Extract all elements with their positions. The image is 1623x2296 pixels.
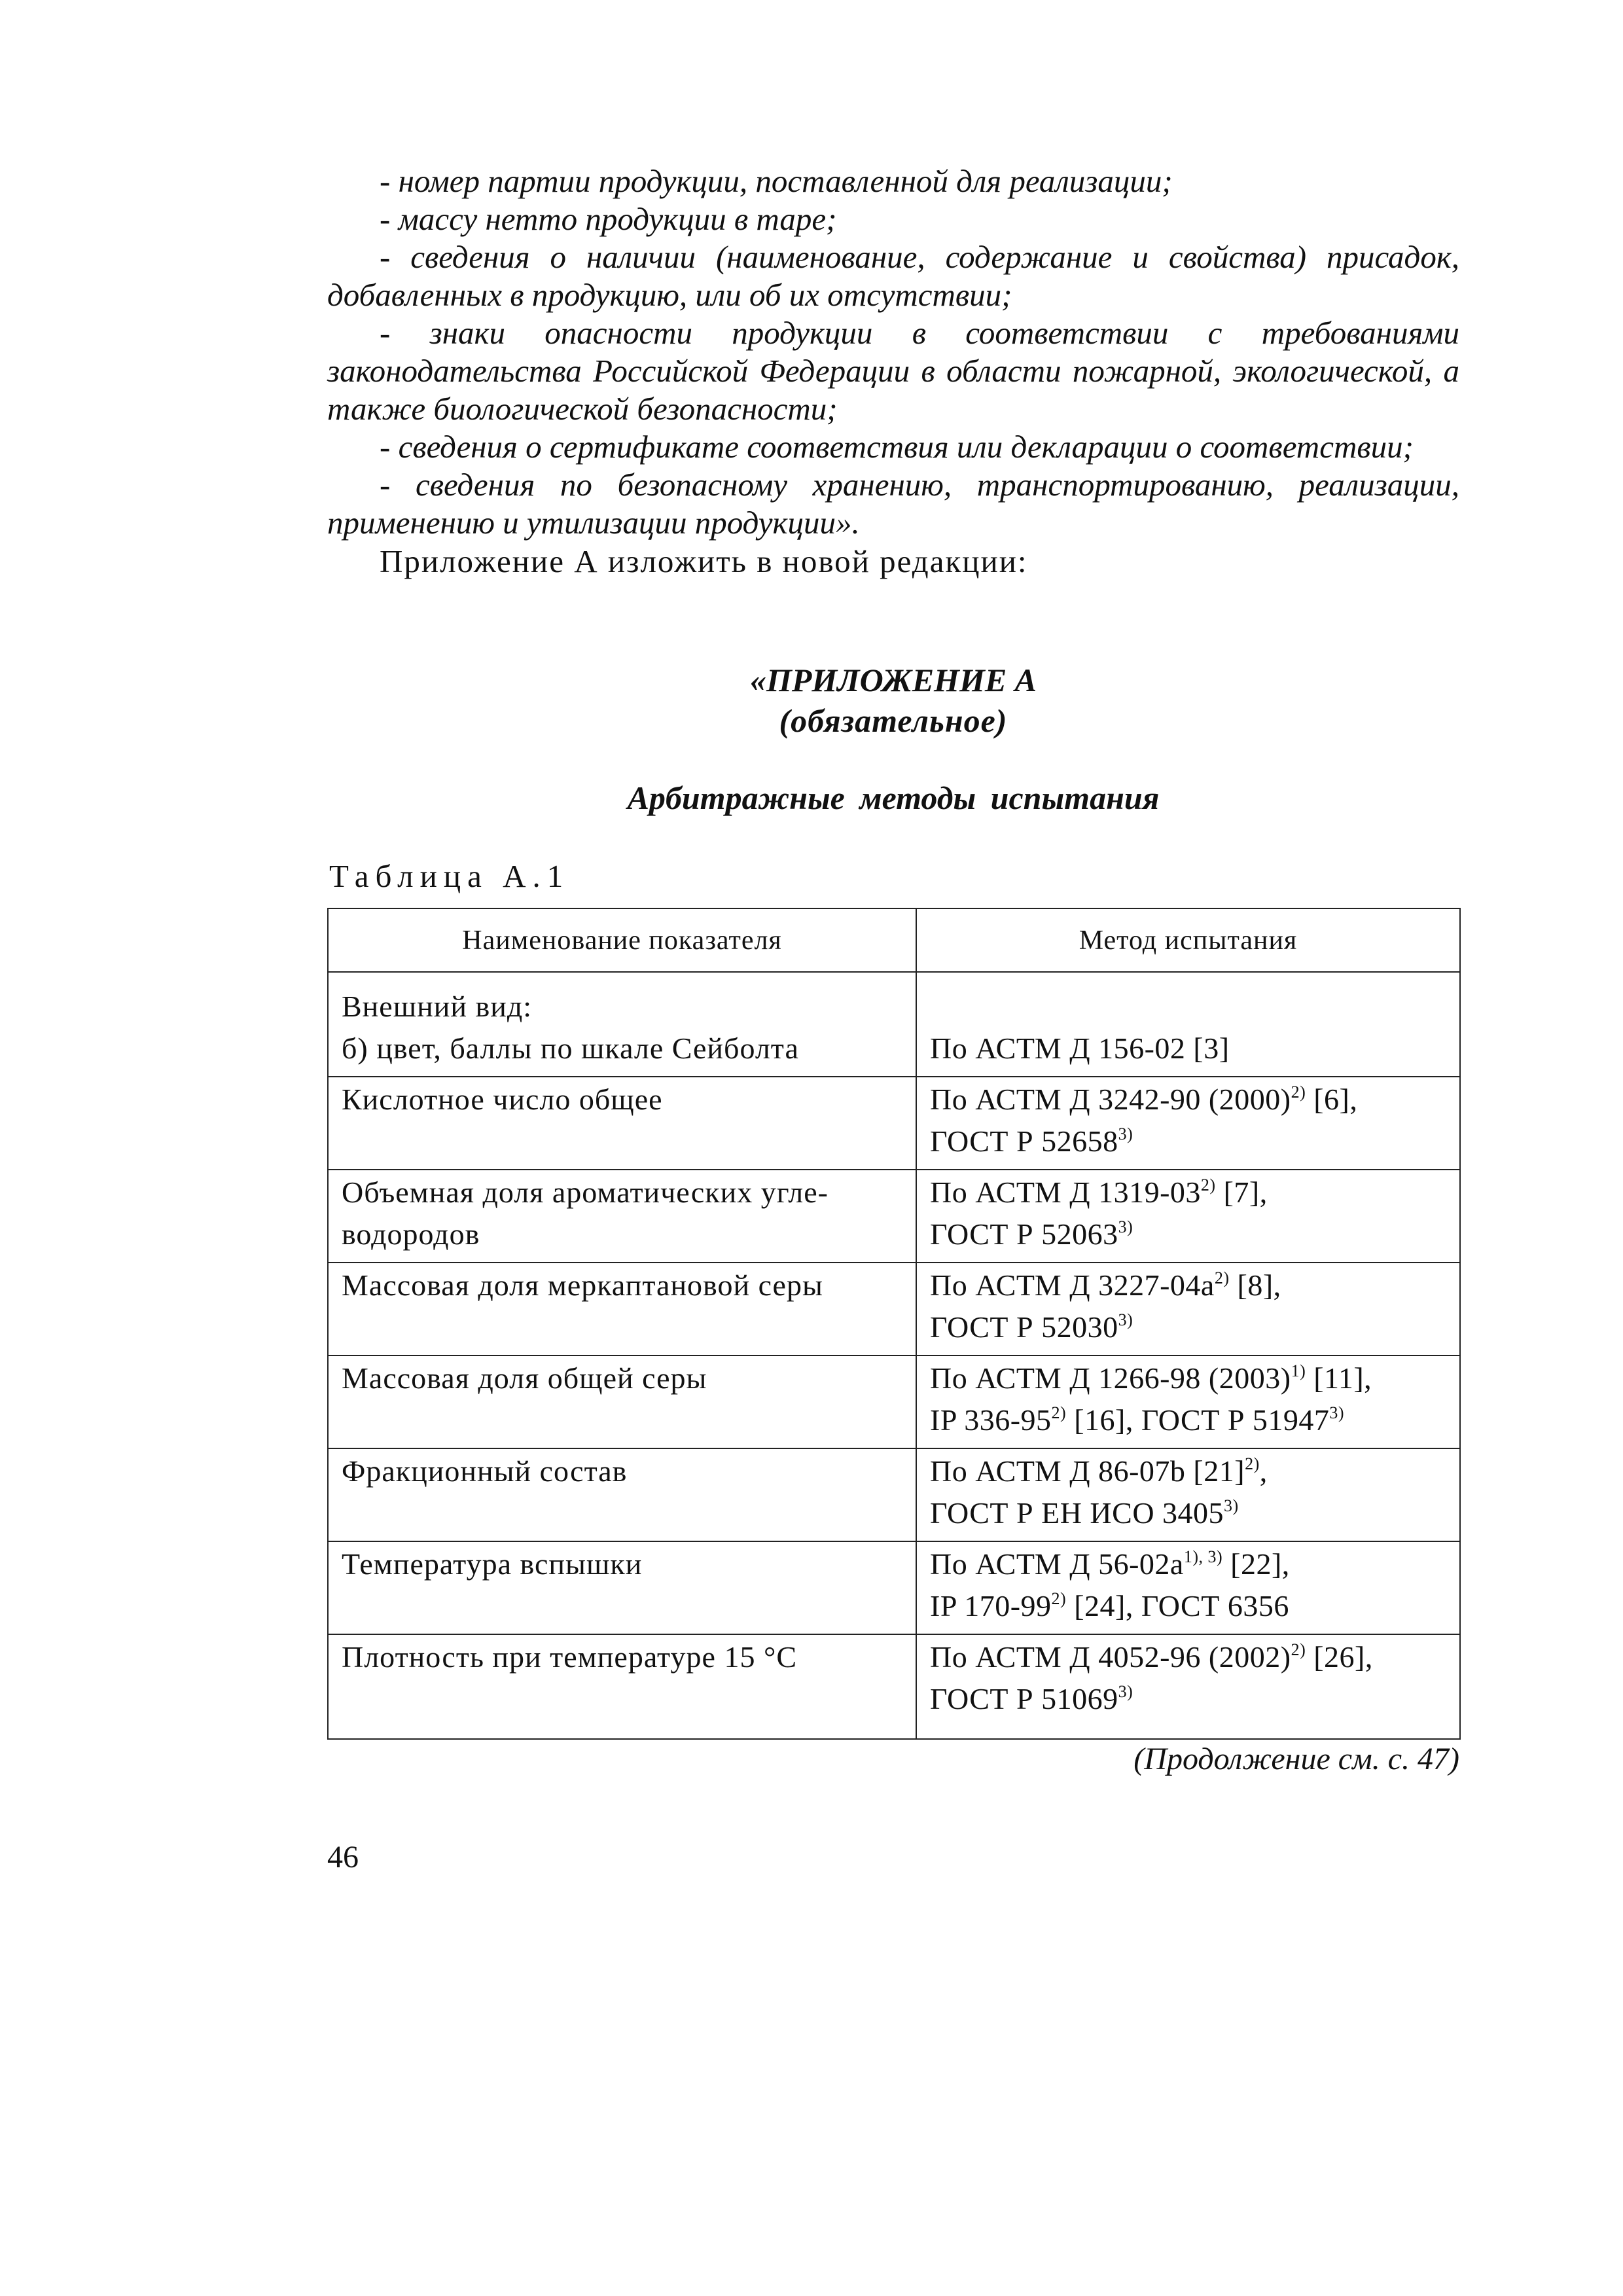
list-item: - массу нетто продукции в таре; [380, 201, 837, 237]
table-row [328, 1077, 1460, 1170]
appendix-status: (обязательное) [779, 702, 1008, 739]
table-caption: Таблица А.1 [329, 858, 570, 894]
requirements-list [327, 162, 1459, 581]
indicator-cell: Фракционный состав [328, 1448, 916, 1541]
column-header-method: Метод испытания [916, 908, 1460, 972]
table-header-row [328, 908, 1460, 972]
indicator-cell: Массовая доля меркаптановой серы [328, 1263, 916, 1355]
indicator-cell: Внешний вид: б) цвет, баллы по шкале Сейболта [328, 972, 916, 1077]
table-row [328, 1355, 1460, 1448]
indicator-cell: Массовая доля общей серы [328, 1355, 916, 1448]
list-item: - знаки опасности продукции в соответствии с требованиями законодательства Российской Федерации в области пожарной, экологической, а также биологической безопасности; [327, 315, 1459, 427]
method-cell: По АСТМ Д 1319-03$^{2)}$ [7], ГОСТ Р 52063$^{3)}$ [916, 1170, 1460, 1263]
method-cell: По АСТМ Д 1266-98 $(2003)^{1)}$ [11], IP 336-95$^{2)}$ [16], ГОСТ Р 51947$^{3)}$ [916, 1355, 1460, 1448]
list-item: - сведения по безопасному хранению, транспортированию, реализации, применению и утилизации продукции». [327, 467, 1459, 541]
methods-table [327, 908, 1461, 1740]
table-row [328, 1634, 1460, 1739]
list-item: - сведения о наличии (наименование, содержание и свойства) присадок, добавленных в продукцию, или об их отсутствии; [327, 239, 1459, 313]
table-row [328, 1170, 1460, 1263]
column-header-indicator: Наименование показателя [328, 908, 916, 972]
indicator-cell: Кислотное число общее [328, 1077, 916, 1170]
indicator-cell: Температура вспышки [328, 1541, 916, 1634]
method-cell: По АСТМ Д 156-02 [3] [916, 972, 1460, 1077]
appendix-heading: Арбитражные методы испытания [627, 780, 1160, 816]
list-item: - номер партии продукции, поставленной для реализации; [380, 163, 1173, 199]
appendix-title: «ПРИЛОЖЕНИЕ А [749, 662, 1037, 698]
method-cell: По АСТМ Д $3227-04а^{2)}$ [8], ГОСТ Р 52030$^{3)}$ [916, 1263, 1460, 1355]
table-row [328, 972, 1460, 1077]
list-item: - сведения о сертификате соответствия или декларации о соответствии; [380, 429, 1414, 465]
method-cell: По АСТМ Д 86-07b $[21]^{2)}$, ГОСТ Р ЕН ИСО 3405$^{3)}$ [916, 1448, 1460, 1541]
table-row [328, 1263, 1460, 1355]
instruction-text: Приложение А изложить в новой редакции: [380, 543, 1028, 579]
indicator-cell: Объемная доля ароматических угле- водородов [328, 1170, 916, 1263]
indicator-cell: Плотность при температуре 15 °С [328, 1634, 916, 1739]
method-cell: По АСТМ Д 3242-90 $(2000)^{2)}$ [6], ГОСТ Р 52658$^{3)}$ [916, 1077, 1460, 1170]
page-number: 46 [327, 1840, 359, 1874]
table-row [328, 1448, 1460, 1541]
method-cell: По АСТМ Д $56-02а^{1), 3)}$ [22], IP 170-99$^{2)}$ [24], ГОСТ 6356 [916, 1541, 1460, 1634]
method-cell: По АСТМ Д 4052-96 $(2002)^{2)}$ [26], ГОСТ Р 51069$^{3)}$ [916, 1634, 1460, 1739]
table-row [328, 1541, 1460, 1634]
continuation-note: (Продолжение см. с. 47) [1133, 1742, 1459, 1776]
